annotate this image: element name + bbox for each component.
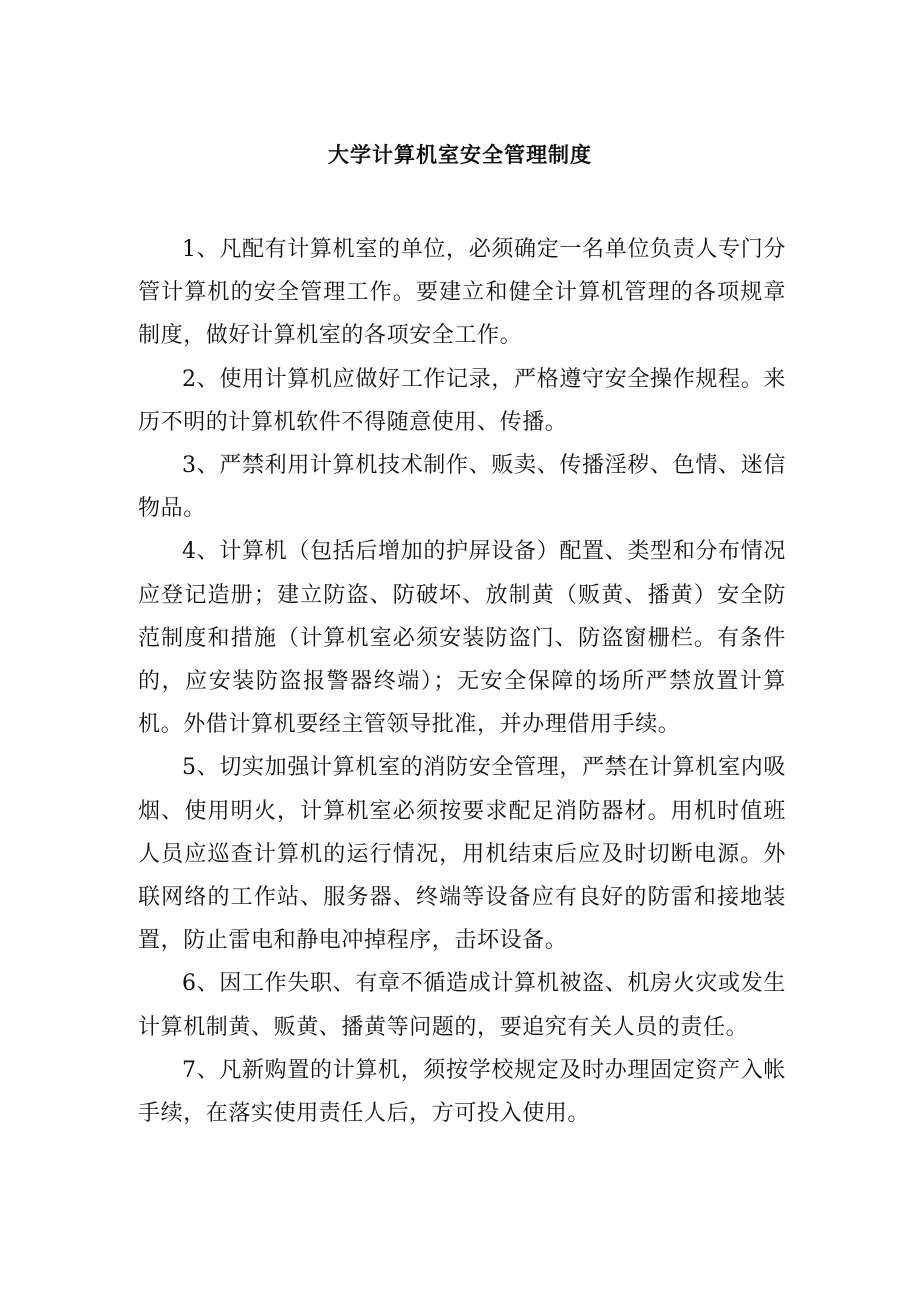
document-title: 大学计算机室安全管理制度 (328, 143, 592, 167)
paragraph-6: 6、因工作失职、有章不循造成计算机被盗、机房火灾或发生计算机制黄、贩黄、播黄等问题的，要追究有关人员的责任。 (138, 971, 786, 1040)
paragraph-4: 4、计算机（包括后增加的护屏设备）配置、类型和分布情况应登记造册；建立防盗、防破坏、放制黄（贩黄、播黄）安全防范制度和措施（计算机室必须安装防盗门、防盗窗栅栏。有条件的，应安装防盗报警器终端）；无安全保障的场所严禁放置计算机。外借计算机要经主管领导批准，并办理借用手续。 (138, 539, 786, 738)
paragraph-7: 7、凡新购置的计算机，须按学校规定及时办理固定资产入帐手续，在落实使用责任人后，方可投入使用。 (138, 1057, 786, 1127)
document-body (138, 228, 786, 1135)
paragraph-2: 2、使用计算机应做好工作记录，严格遵守安全操作规程。来历不明的计算机软件不得随意使用、传播。 (138, 366, 786, 435)
paragraph-1: 1、凡配有计算机室的单位，必须确定一名单位负责人专门分管计算机的安全管理工作。要建立和健全计算机管理的各项规章制度，做好计算机室的各项安全工作。 (138, 237, 786, 349)
paragraph-3: 3、严禁利用计算机技术制作、贩卖、传播淫秽、色情、迷信物品。 (138, 453, 786, 522)
paragraph-5: 5、切实加强计算机室的消防安全管理，严禁在计算机室内吸烟、使用明火，计算机室必须按要求配足消防器材。用机时值班人员应巡查计算机的运行情况，用机结束后应及时切断电源。外联网络的工作站、服务器、终端等设备应有良好的防雷和接地装置，防止雷电和静电冲掉程序，击坏设备。 (138, 755, 786, 954)
